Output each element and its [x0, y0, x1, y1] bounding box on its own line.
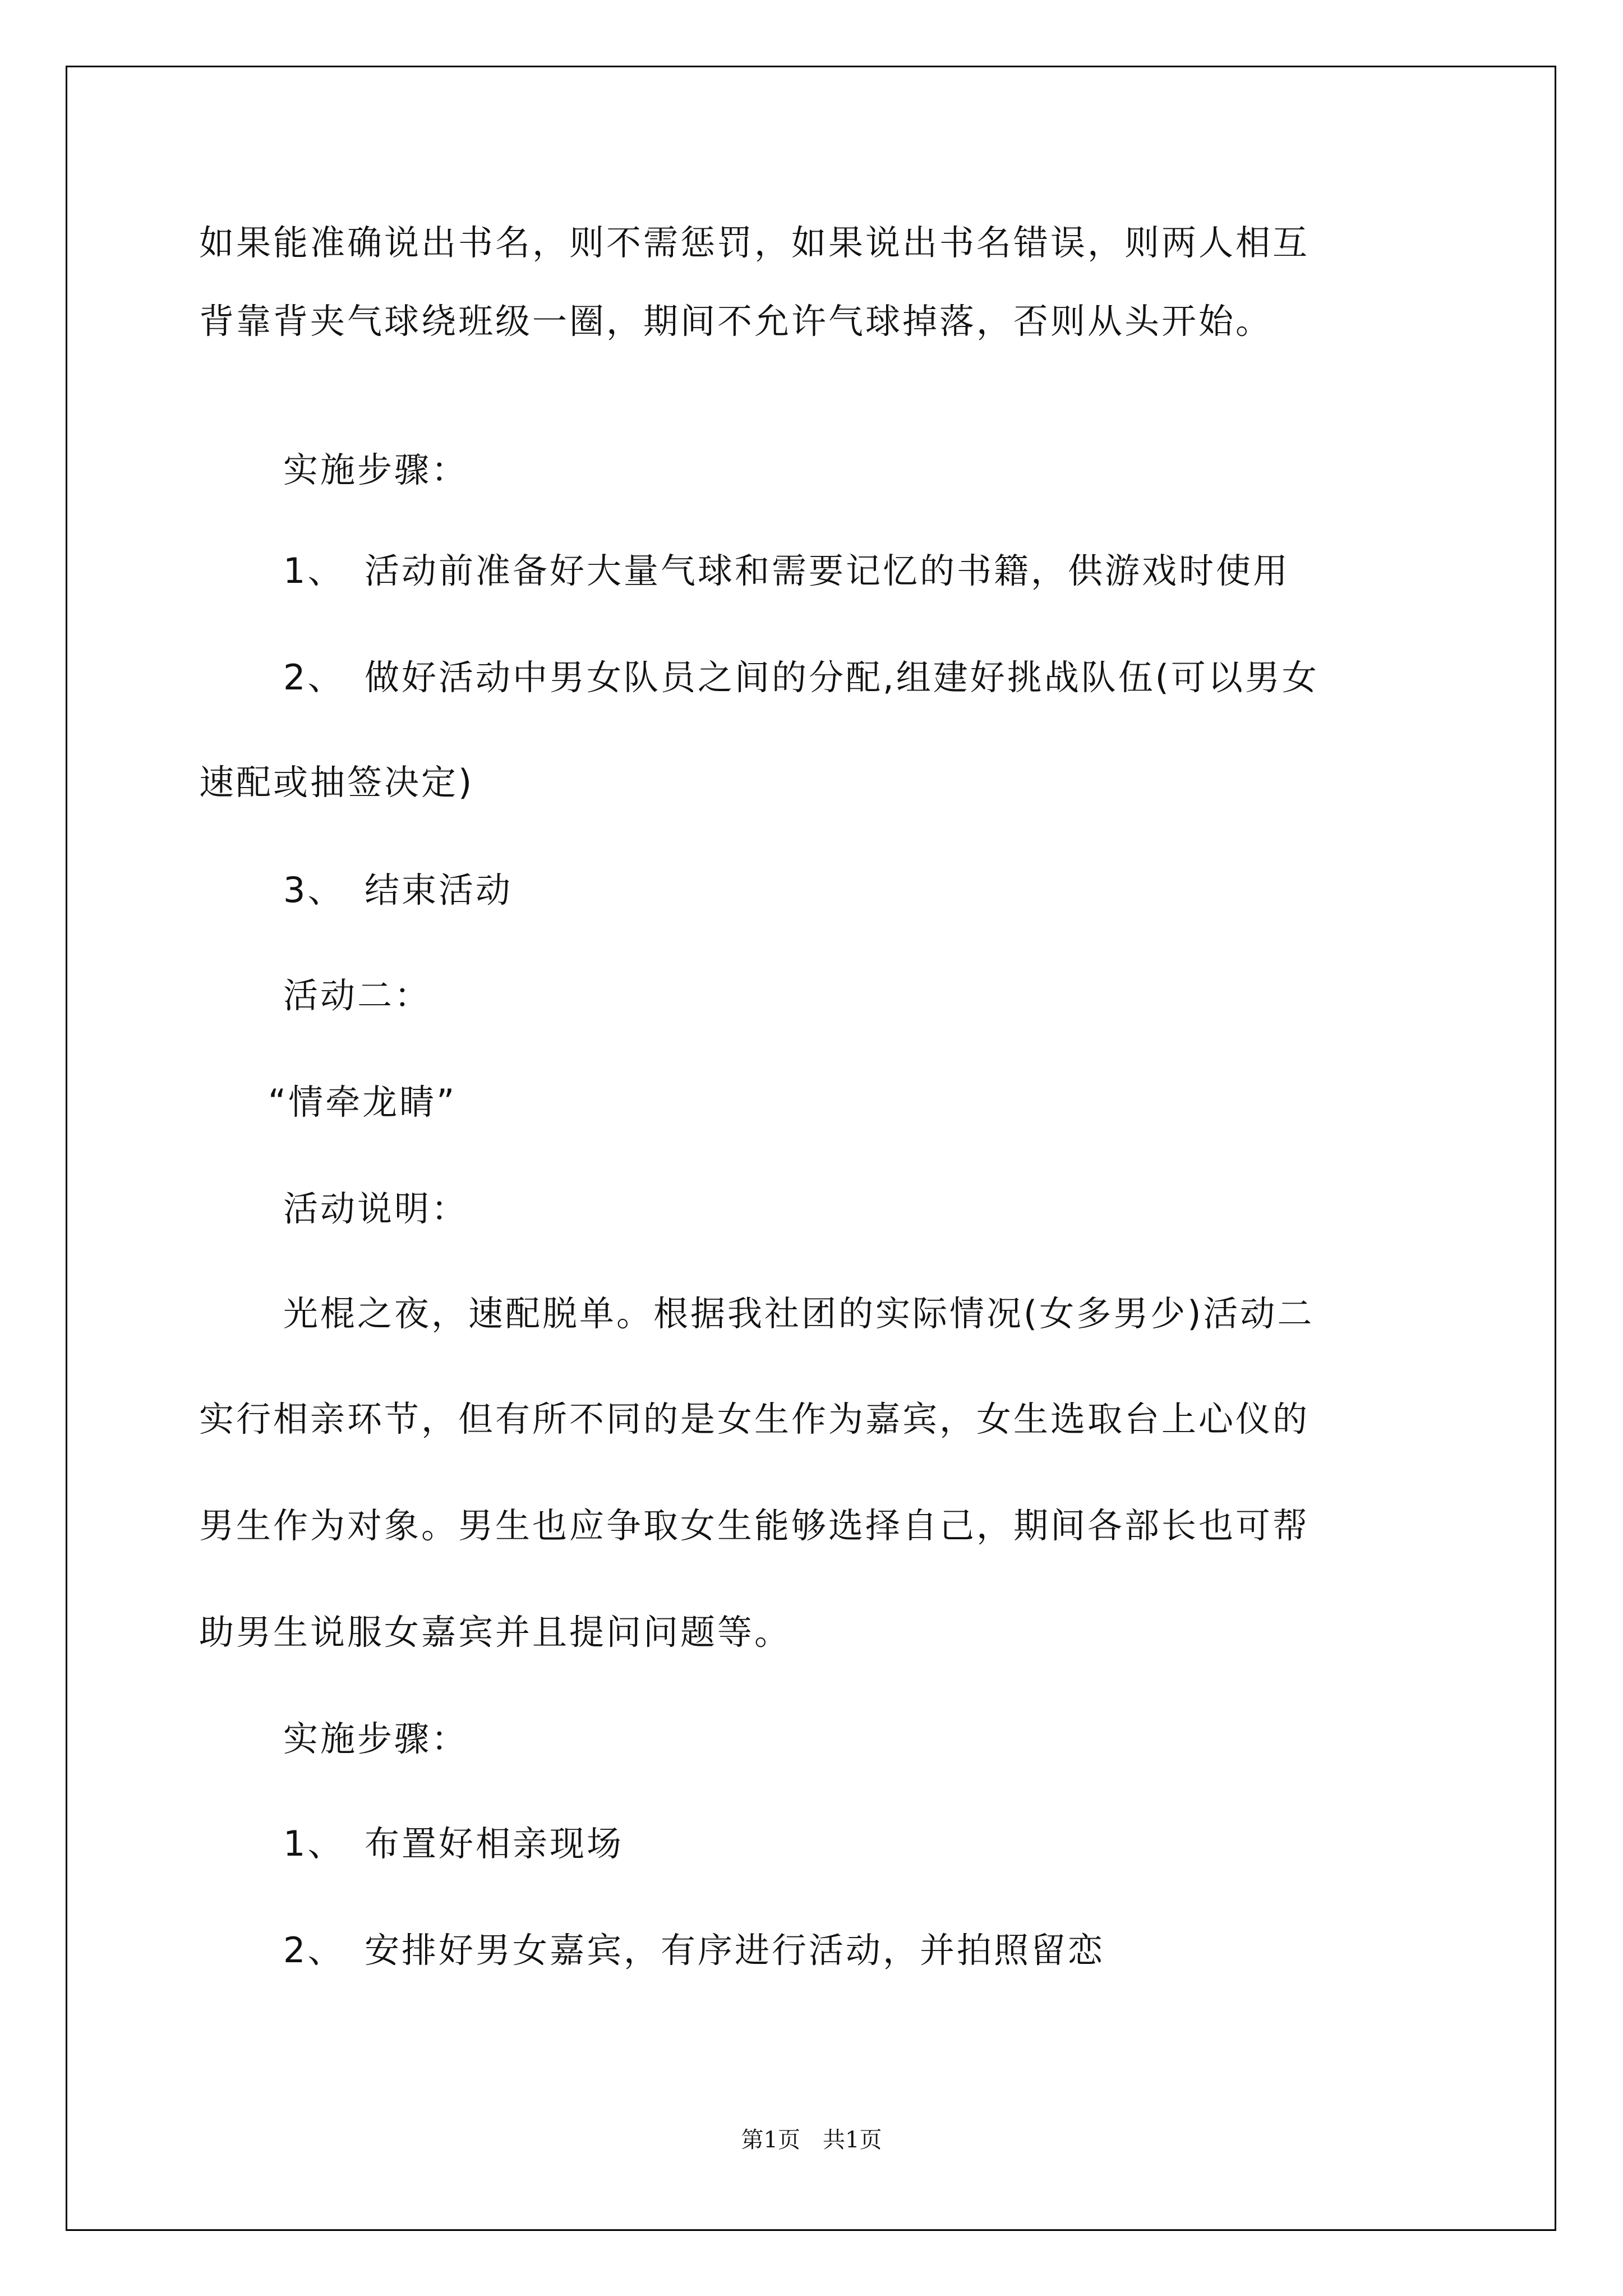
- paragraph-line: 男生作为对象。男生也应争取女生能够选择自己，期间各部长也可帮: [199, 1505, 1310, 1546]
- list-item-text: 做好活动中男女队员之间的分配,组建好挑战队伍(可以男女: [365, 657, 1319, 698]
- list-item: [283, 868, 513, 913]
- page-footer: 第1页 共1页: [741, 2127, 882, 2153]
- list-number: 2、: [283, 657, 345, 698]
- list-number: 1、: [283, 1823, 345, 1864]
- list-item-text: 活动前准备好大量气球和需要记忆的书籍，供游戏时使用: [365, 550, 1290, 591]
- paragraph-line: 速配或抽签决定): [199, 762, 474, 803]
- list-item-text: 安排好男女嘉宾，有序进行活动，并拍照留恋: [365, 1930, 1105, 1971]
- list-item-text: 布置好相亲现场: [365, 1823, 624, 1864]
- section-heading: 实施步骤：: [283, 449, 469, 490]
- list-item-text: 结束活动: [365, 869, 513, 910]
- paragraph-line: 如果能准确说出书名，则不需惩罚，如果说出书名错误，则两人相互: [199, 222, 1310, 263]
- page-border: [66, 66, 1556, 2231]
- list-item: [283, 655, 1319, 700]
- list-number: 2、: [283, 1930, 345, 1971]
- paragraph-line: 背靠背夹气球绕班级一圈，期间不允许气球掉落，否则从头开始。: [199, 301, 1273, 342]
- list-number: 1、: [283, 550, 345, 591]
- activity-title: “情牵龙睛”: [268, 1082, 457, 1122]
- list-item: [283, 549, 1290, 593]
- section-heading: 活动二：: [283, 975, 432, 1016]
- paragraph-line: 助男生说服女嘉宾并且提问问题等。: [199, 1612, 792, 1653]
- list-item: [283, 1928, 1105, 1973]
- paragraph-line: 光棍之夜，速配脱单。根据我社团的实际情况(女多男少)活动二: [283, 1293, 1315, 1334]
- section-heading: 实施步骤：: [283, 1718, 469, 1759]
- list-number: 3、: [283, 869, 345, 910]
- list-item: [283, 1821, 624, 1866]
- paragraph-line: 实行相亲环节，但有所不同的是女生作为嘉宾，女生选取台上心仪的: [199, 1398, 1310, 1439]
- section-heading: 活动说明：: [283, 1188, 469, 1229]
